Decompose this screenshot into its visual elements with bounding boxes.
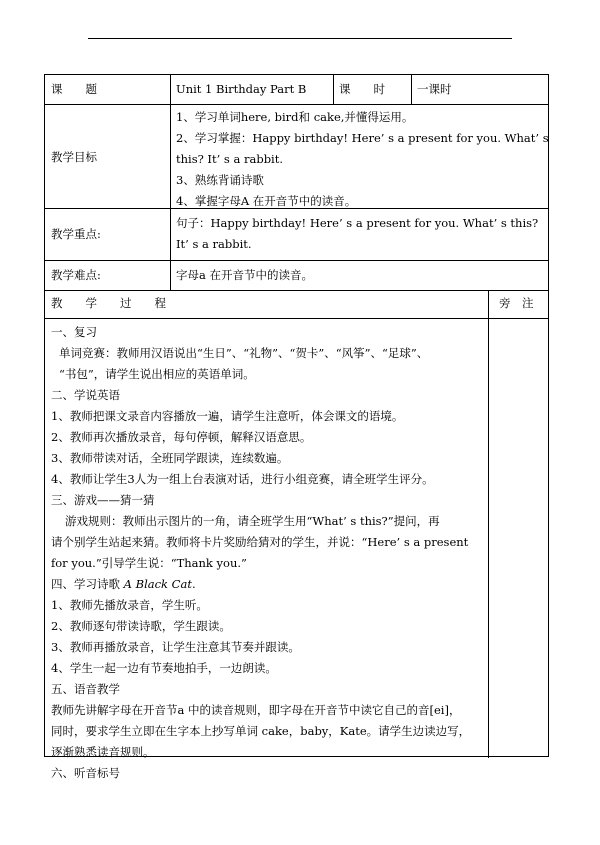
section-heading: 六、听音标号 bbox=[51, 766, 120, 780]
row-divider bbox=[45, 104, 548, 105]
column-divider bbox=[411, 75, 412, 104]
goal-line: this? It’ s a rabbit. bbox=[176, 152, 284, 166]
row-divider bbox=[45, 318, 548, 319]
process-line: 游戏规则：教师出示图片的一角，请全班学生用“What’ s this?”提问，再 bbox=[65, 514, 440, 528]
notes-label: 旁 注 bbox=[499, 296, 534, 310]
section-heading: 三、游戏——猜一猜 bbox=[51, 493, 155, 507]
section-heading: 一、复习 bbox=[51, 325, 97, 339]
goal-line: 3、熟练背诵诗歌 bbox=[176, 173, 264, 187]
process-line: 1、教师先播放录音，学生听。 bbox=[51, 598, 208, 612]
row-divider bbox=[45, 260, 548, 261]
time-label: 课 时 bbox=[339, 82, 385, 96]
process-content bbox=[51, 322, 487, 784]
process-line: 同时，要求学生立即在生字本上抄写单词 cake，baby，Kate。请学生边读边写， bbox=[51, 724, 471, 738]
column-divider bbox=[333, 75, 334, 104]
key-points-label: 教学重点: bbox=[51, 227, 101, 241]
header-rule bbox=[88, 38, 512, 39]
section-heading: 二、学说英语 bbox=[51, 388, 120, 402]
goals-content bbox=[176, 107, 549, 212]
row-divider bbox=[45, 290, 548, 291]
process-line: 4、学生一起一边有节奏地拍手，一边朗读。 bbox=[51, 661, 277, 675]
process-line: 2、教师再次播放录音，每句停顿，解释汉语意思。 bbox=[51, 430, 312, 444]
poem-title: A Black Cat bbox=[123, 577, 192, 591]
lesson-plan-table bbox=[44, 74, 549, 780]
goals-label: 教学目标 bbox=[51, 150, 97, 164]
section-heading: 五、语音教学 bbox=[51, 682, 120, 696]
process-line: for you.”引导学生说：“Thank you.” bbox=[51, 556, 247, 570]
process-line: 教师先讲解字母在开音节a 中的读音规则，即字母在开音节中读它自己的音[ei]， bbox=[51, 703, 461, 717]
key-point-line: 句子：Happy birthday! Here’ s a present for you. What’ s this? bbox=[176, 216, 539, 230]
process-line: 1、教师把课文录音内容播放一遍，请学生注意听，体会课文的语境。 bbox=[51, 409, 404, 423]
time-value: 一课时 bbox=[417, 82, 452, 96]
process-line: 3、教师再播放录音，让学生注意其节奏并跟读。 bbox=[51, 640, 300, 654]
process-label: 教 学 过 程 bbox=[51, 296, 166, 310]
column-divider bbox=[488, 290, 489, 758]
process-line: 请个别学生站起来猜。教师将卡片奖励给猜对的学生，并说：“Here’ s a present bbox=[51, 535, 469, 549]
process-line: 2、教师逐句带读诗歌，学生跟读。 bbox=[51, 619, 231, 633]
topic-value: Unit 1 Birthday Part B bbox=[176, 82, 307, 96]
section-heading bbox=[51, 574, 487, 595]
goal-line: 2、学习掌握：Happy birthday! Here’ s a present for you. What’ s bbox=[176, 131, 549, 145]
process-line: 逐渐熟悉读音规则。 bbox=[51, 745, 155, 759]
difficulties-value: 字母a 在开音节中的读音。 bbox=[176, 268, 314, 282]
process-line: 3、教师带读对话，全班同学跟读，连续数遍。 bbox=[51, 451, 289, 465]
section-heading-prefix: 四、学习诗歌 bbox=[51, 577, 124, 591]
column-divider bbox=[170, 75, 171, 290]
goal-line: 1、学习单词here, bird和 cake,并懂得运用。 bbox=[176, 110, 414, 124]
process-line: “书包”，请学生说出相应的英语单词。 bbox=[59, 367, 255, 381]
key-points-content bbox=[176, 213, 538, 255]
process-line: 单词竞赛：教师用汉语说出“生日”、“礼物”、“贺卡”、“风筝”、“足球”、 bbox=[59, 346, 429, 360]
key-point-line: It’ s a rabbit. bbox=[176, 237, 252, 251]
difficulties-label: 教学难点: bbox=[51, 268, 101, 282]
section-heading-suffix: . bbox=[191, 577, 196, 591]
process-line: 4、教师让学生3人为一组上台表演对话，进行小组竞赛，请全班学生评分。 bbox=[51, 472, 434, 486]
topic-label: 课 题 bbox=[51, 82, 97, 96]
goal-line: 4、掌握字母A 在开音节中的读音。 bbox=[176, 194, 357, 208]
